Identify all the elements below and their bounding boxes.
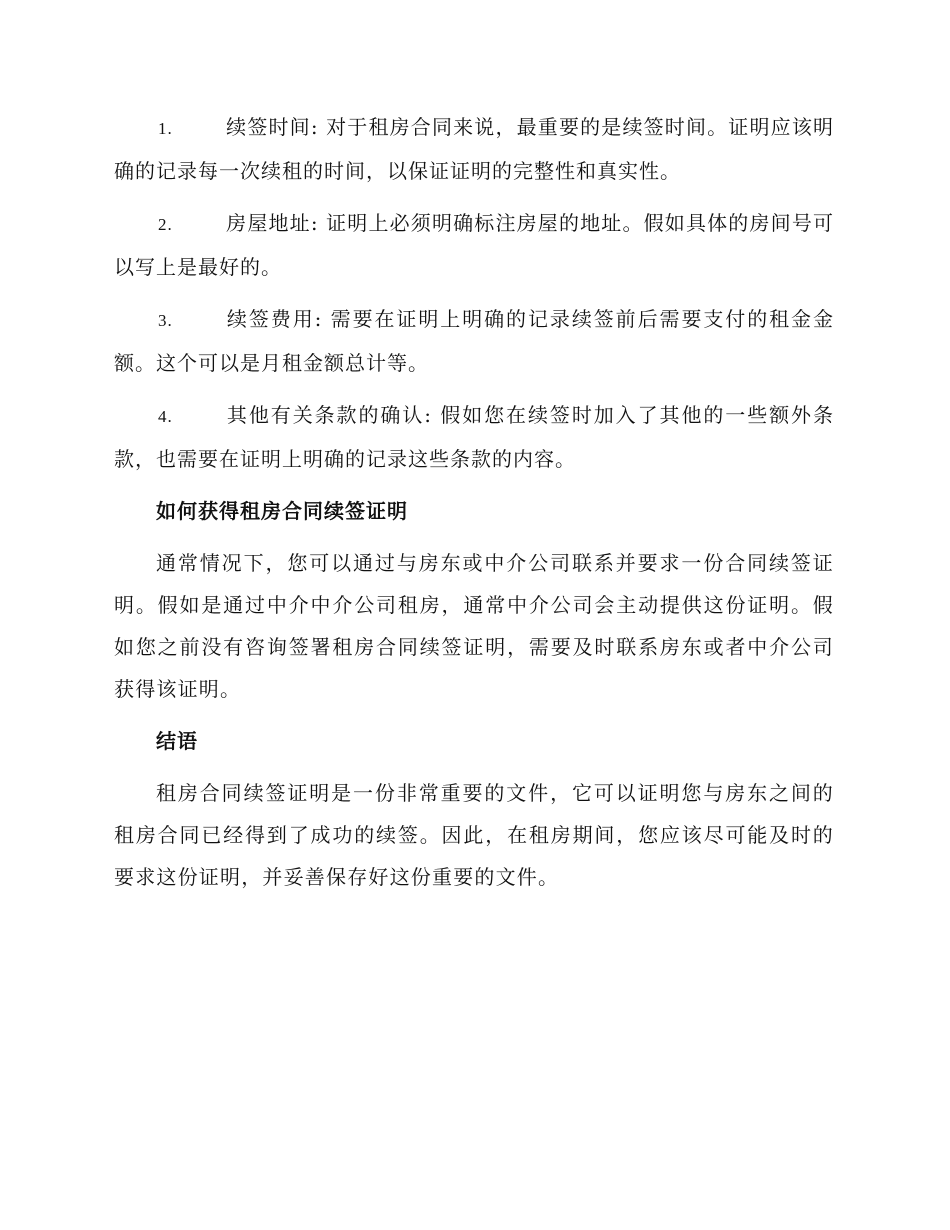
list-item-1: [114, 106, 834, 192]
list-text: 房屋地址: 证明上必须明确标注房屋的地址。假如具体的房间号可以写上是最好的。: [114, 211, 834, 279]
list-number: 2.: [158, 215, 173, 234]
list-text: 续签费用: 需要在证明上明确的记录续签前后需要支付的租金金额。这个可以是月租金额总计等。: [114, 307, 834, 375]
list-text: 其他有关条款的确认: 假如您在续签时加入了其他的一些额外条款，也需要在证明上明确的记录这些条款的内容。: [114, 403, 834, 471]
list-item-4: [114, 394, 834, 480]
list-item-3: [114, 298, 834, 384]
paragraph-conclusion: 租房合同续签证明是一份非常重要的文件，它可以证明您与房东之间的租房合同已经得到了成功的续签。因此，在租房期间，您应该尽可能及时的要求这份证明，并妥善保存好这份重要的文件。: [114, 781, 834, 889]
paragraph-how-to-obtain: 通常情况下，您可以通过与房东或中介公司联系并要求一份合同续签证明。假如是通过中介中介公司租房，通常中介公司会主动提供这份证明。假如您之前没有咨询签署租房合同续签证明，需要及时联系房东或者中介公司获得该证明。: [114, 551, 834, 701]
list-number: 1.: [158, 119, 173, 138]
section-heading-how-to-obtain: 如何获得租房合同续签证明: [156, 499, 408, 523]
list-number: 3.: [158, 311, 173, 330]
document-body: [114, 106, 834, 908]
list-number: 4.: [158, 407, 173, 426]
list-item-2: [114, 202, 834, 288]
list-text: 续签时间: 对于租房合同来说，最重要的是续签时间。证明应该明确的记录每一次续租的时间，以保证证明的完整性和真实性。: [114, 115, 834, 183]
section-heading-conclusion: 结语: [156, 729, 198, 753]
